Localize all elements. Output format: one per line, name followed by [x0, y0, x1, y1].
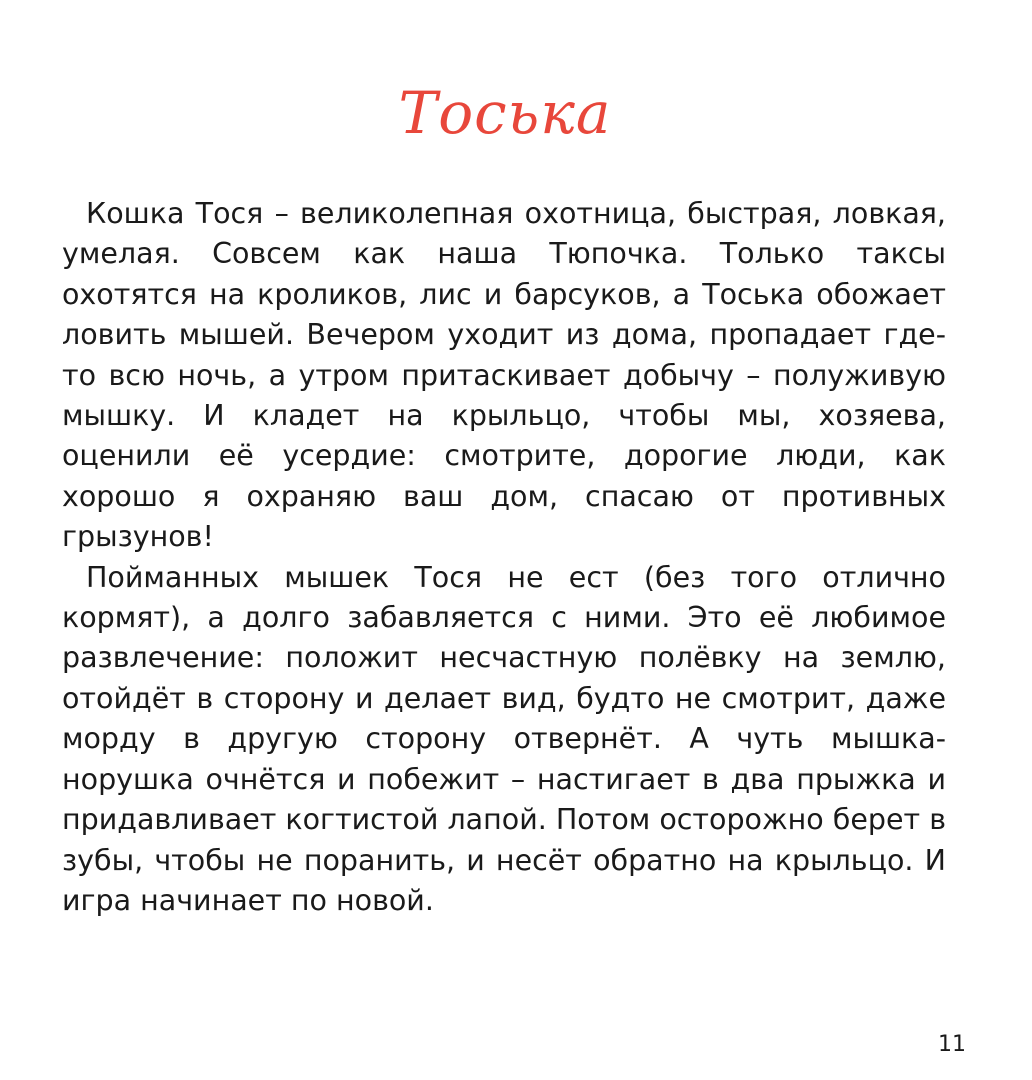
- paragraph: Пойманных мышек Тося не ест (без того отлично кормят), а долго забавляется с ними. Это её любимое развлечение: положит несчастную полёвку на землю, отойдёт в сторону и делает вид, будто не смотрит, даже морду в другую сторону отвернёт. А чуть мышка-норушка очнётся и побежит – настигает в два прыжка и придавливает когтистой лапой. Потом осторожно берет в зубы, чтобы не поранить, и несёт обратно на крыльцо. И игра начинает по новой.: [62, 560, 946, 917]
- chapter-title: Тоська: [398, 79, 612, 147]
- chapter-body: [62, 194, 946, 921]
- paragraph: Кошка Тося – великолепная охотница, быстрая, ловкая, умелая. Совсем как наша Тюпочка. Только таксы охотятся на кроликов, лис и барсуков, а Тоська обожает ловить мышей. Вечером уходит из дома, пропадает где-то всю ночь, а утром притаскивает добычу – полуживую мышку. И кладет на крыльцо, чтобы мы, хозяева, оценили её усердие: смотрите, дорогие люди, как хорошо я охраняю ваш дом, спасаю от противных грызунов!: [62, 197, 946, 554]
- page-number: 11: [938, 1032, 966, 1057]
